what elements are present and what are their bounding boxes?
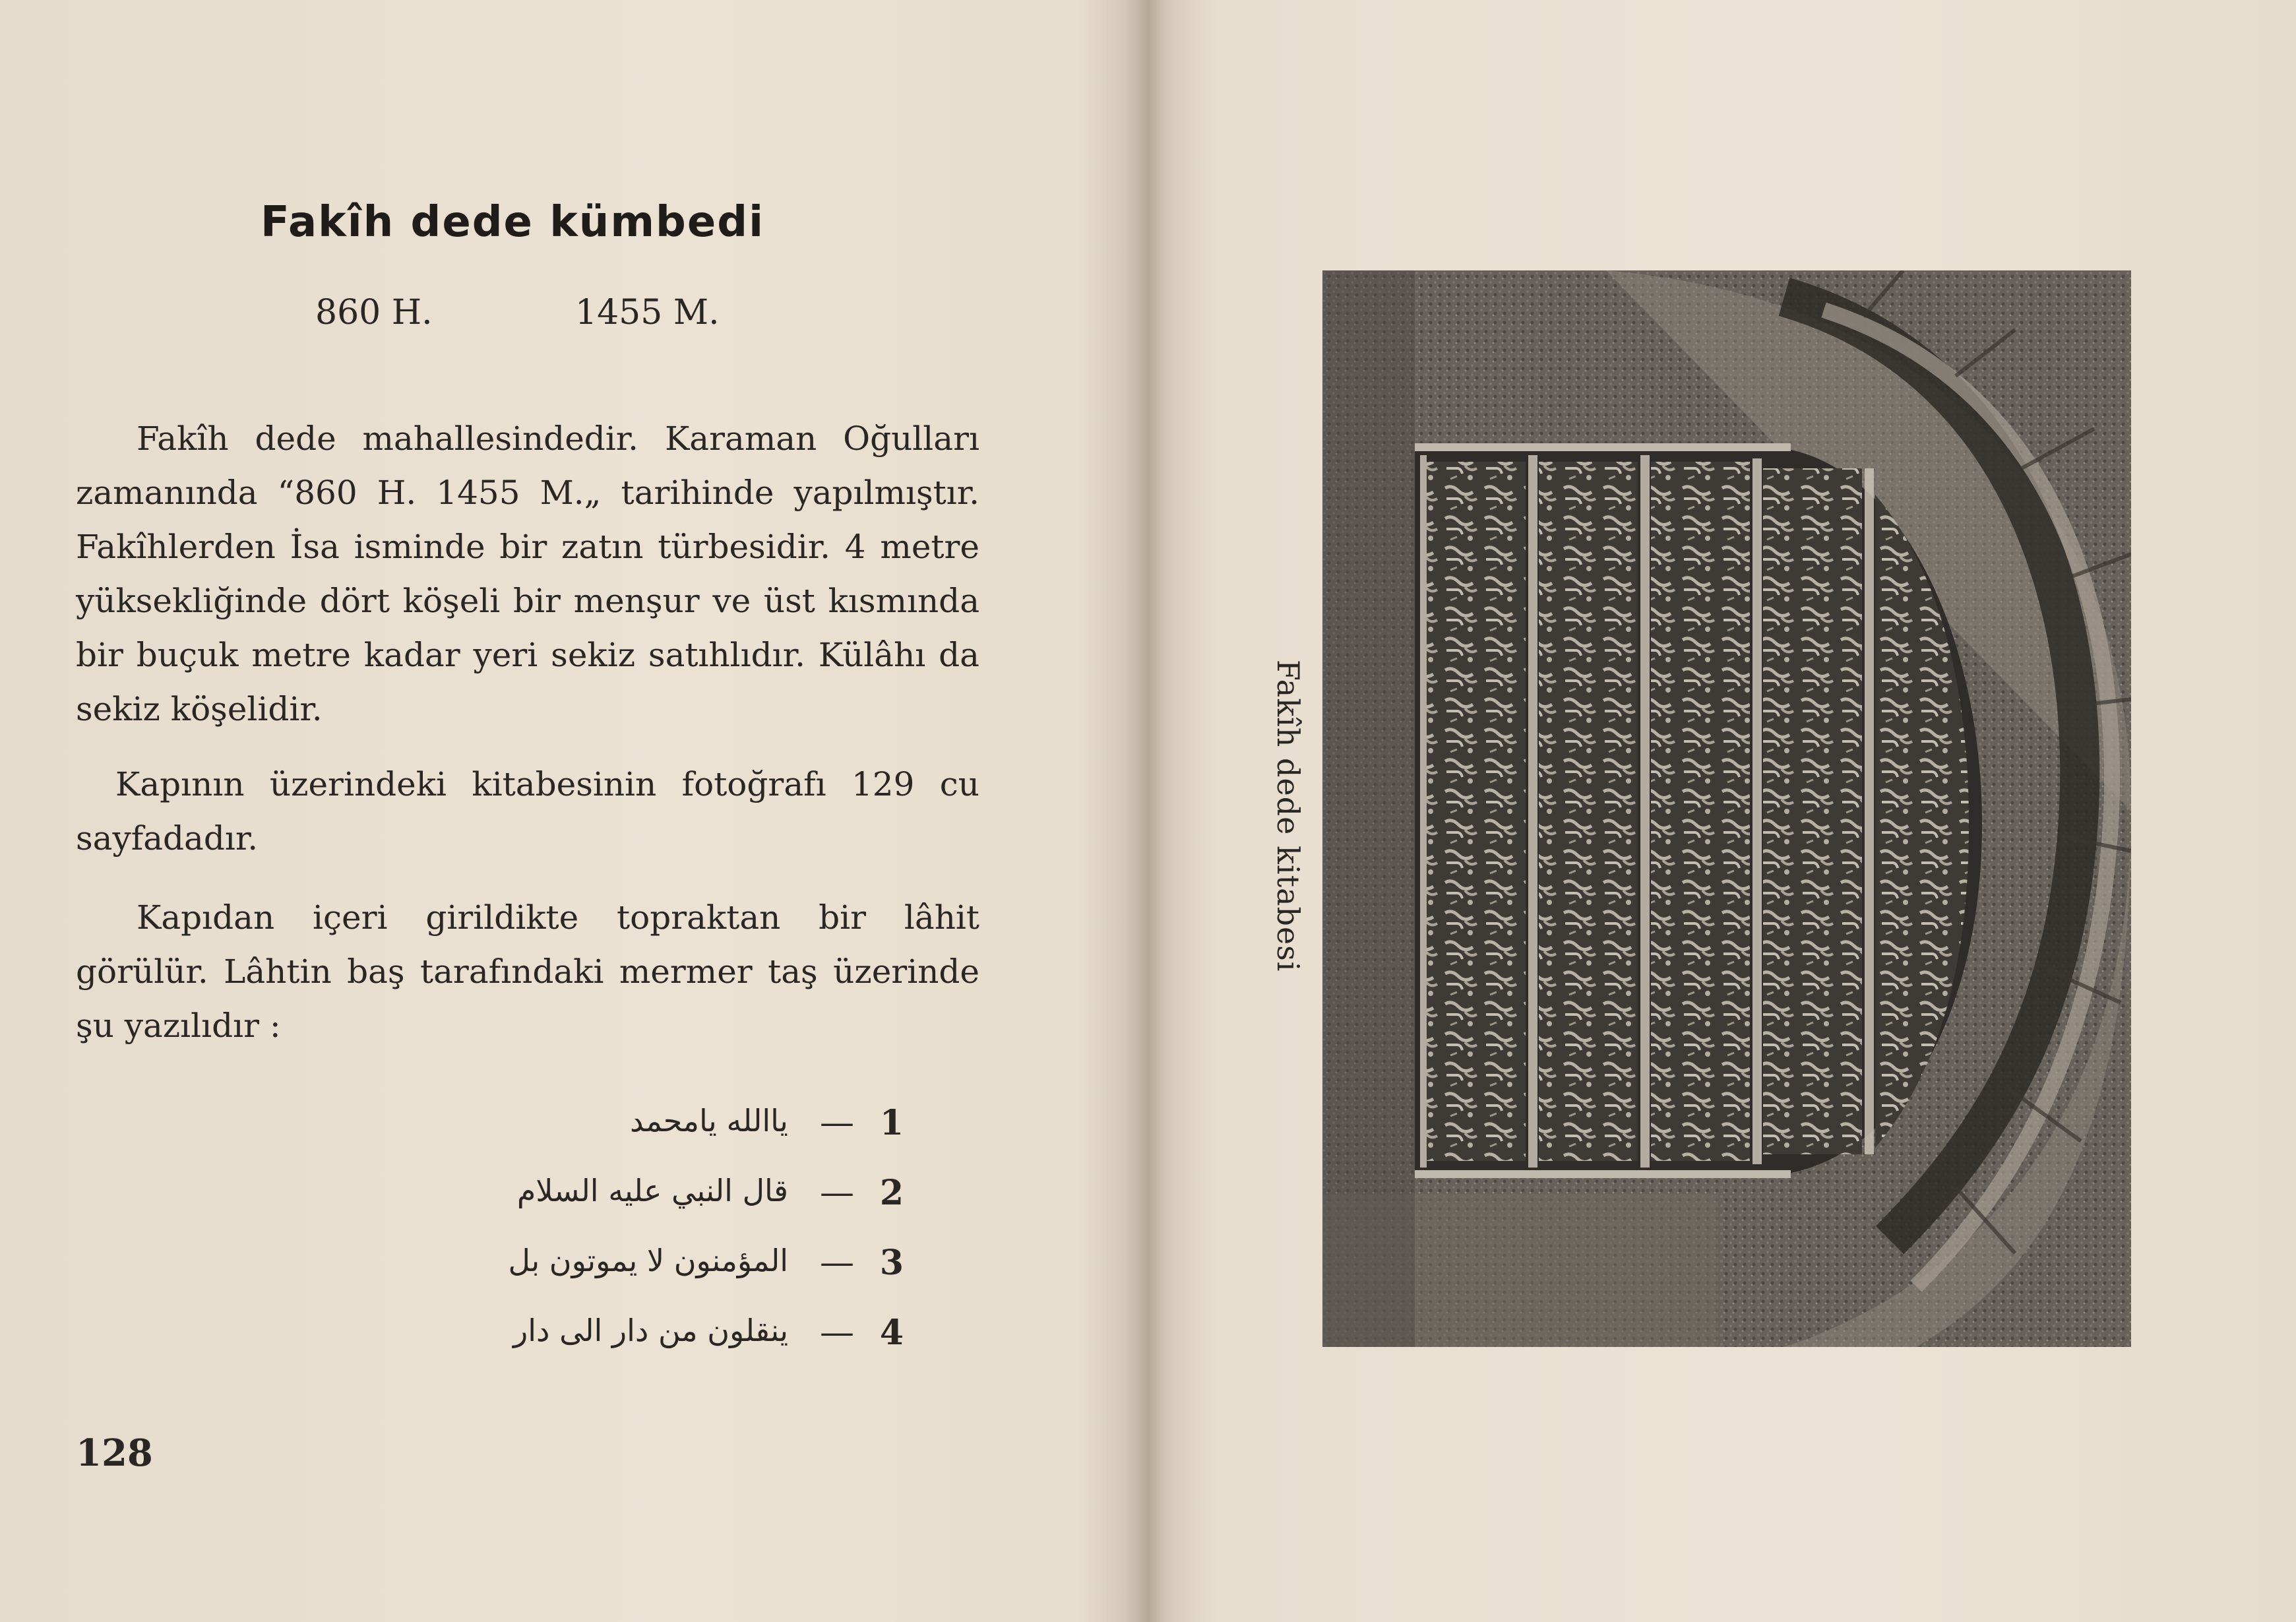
inscription-number: 3 (879, 1243, 904, 1283)
inscription-photo-icon (1322, 270, 2131, 1347)
inscription-dash: — (820, 1173, 854, 1212)
date-hijri: 860 H. (315, 293, 433, 332)
inscription-dash: — (820, 1243, 854, 1282)
inscription-text: قال النبي عليه السلام (516, 1173, 788, 1208)
inscription-number: 1 (879, 1103, 904, 1143)
inscription-photo (1322, 270, 2131, 1347)
inscription-number: 4 (879, 1313, 904, 1353)
inscription-line (462, 1313, 904, 1372)
inscription-text: المؤمنون لا يموتون بل (508, 1243, 788, 1278)
page-title: Fakîh dede kümbedi (261, 198, 764, 247)
inscription-dash: — (820, 1313, 854, 1352)
inscription-text: ياالله يامحمد (629, 1103, 788, 1139)
paragraph-description: Fakîh dede mahallesindedir. Karaman Oğulları zamanında “860 H. 1455 M.„ tarihinde yapılmıştır. Fakîhlerden İsa isminde bir zatın türbesidir. 4 metre yüksekliğinde dört köşeli bir menşur ve üst kısmında bir buçuk metre kadar yeri sekiz satıhlıdır. Külâhı da sekiz köşelidir. (76, 420, 979, 728)
paragraph-photo-reference: Kapının üzerindeki kitabesinin fotoğrafı 129 cu sayfadadır. (76, 765, 979, 858)
inscription-number: 2 (879, 1173, 904, 1213)
photo-caption (1270, 660, 1313, 1029)
caption-text: Fakîh dede kitabesi (1270, 660, 1306, 972)
paragraph-sarcophagus: Kapıdan içeri girildikte topraktan bir lâhit görülür. Lâhtin baş tarafındaki mermer taş üzerinde şu yazılıdır : (76, 898, 979, 1045)
inscription-dash: — (820, 1103, 854, 1142)
inscription-text: ينقلون من دار الى دار (513, 1313, 788, 1348)
page-number: 128 (76, 1431, 153, 1475)
inscription-line (462, 1103, 904, 1162)
inscription-line (462, 1243, 904, 1302)
inscription-line (462, 1173, 904, 1232)
date-miladi: 1455 M. (575, 293, 720, 332)
